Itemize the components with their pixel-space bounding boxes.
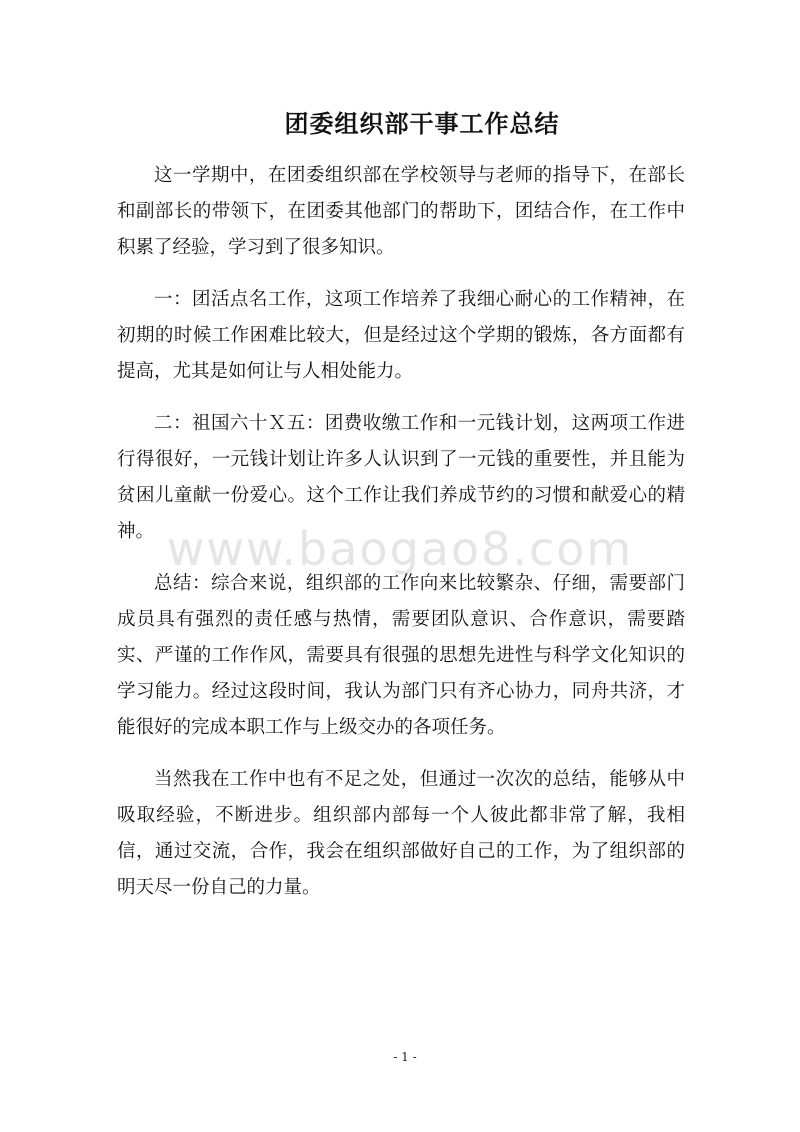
- watermark: www.baogao8.com: [166, 522, 634, 576]
- paragraph-closing: 当然我在工作中也有不足之处，但通过一次次的总结，能够从中吸取经验，不断进步。组织部内部每一个人彼此都非常了解，我相信，通过交流，合作，我会在组织部做好自己的工作，为了组织部的明天尽一份自己的力量。: [117, 769, 685, 898]
- paragraph-intro: 这一学期中，在团委组织部在学校领导与老师的指导下，在部长和副部长的带领下，在团委其他部门的帮助下，团结合作，在工作中积累了经验，学习到了很多知识。: [117, 165, 685, 258]
- paragraph-summary: 总结：综合来说，组织部的工作向来比较繁杂、仔细，需要部门成员具有强烈的责任感与热情，需要团队意识、合作意识，需要踏实、严谨的工作作风，需要具有很强的思想先进性与科学文化知识的学习能力。经过这段时间，我认为部门只有齐心协力，同舟共济，才能很好的完成本职工作与上级交办的各项任务。: [117, 573, 685, 738]
- document-title: 团委组织部干事工作总结: [284, 109, 560, 138]
- document-body: [117, 158, 685, 922]
- page-number: - 1 -: [393, 1050, 417, 1064]
- paragraph-section-2: 二：祖国六十Ｘ五：团费收缴工作和一元钱计划，这两项工作进行得很好，一元钱计划让许多人认识到了一元钱的重要性，并且能为贫困儿童献一份爱心。这个工作让我们养成节约的习惯和献爱心的精神。: [117, 413, 685, 542]
- paragraph-section-1: 一：团活点名工作，这项工作培养了我细心耐心的工作精神，在初期的时候工作困难比较大，但是经过这个学期的锻炼，各方面都有提高，尤其是如何让与人相处能力。: [117, 289, 685, 382]
